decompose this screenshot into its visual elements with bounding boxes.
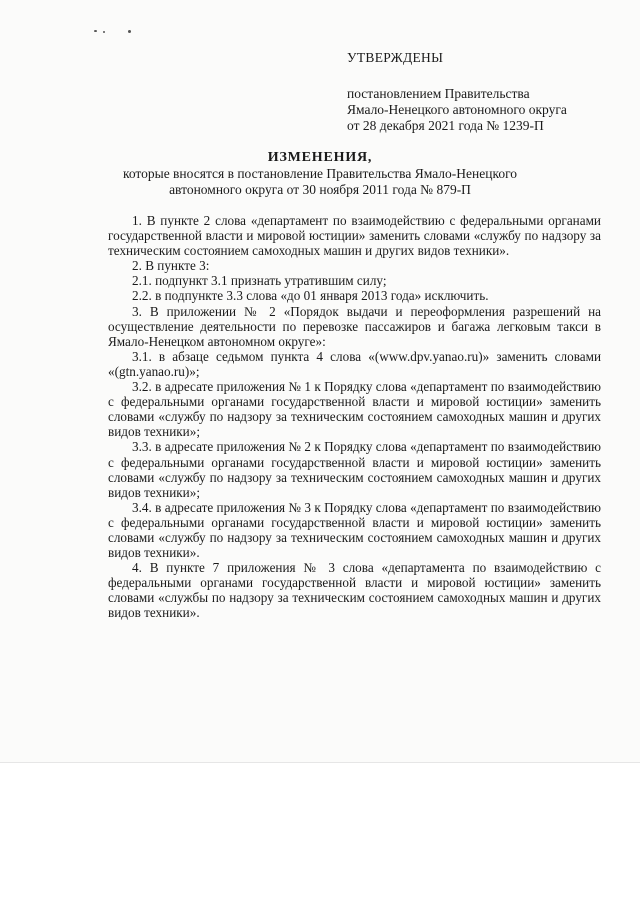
approval-heading: УТВЕРЖДЕНЫ xyxy=(347,50,444,65)
approval-line: от 28 декабря 2021 года № 1239-П xyxy=(347,118,544,133)
scan-speck xyxy=(128,30,131,33)
scan-speck xyxy=(94,30,97,32)
paragraph: 2.1. подпункт 3.1 признать утратившим силу; xyxy=(132,273,387,289)
subtitle-line: которые вносятся в постановление Правительства Ямало-Ненецкого xyxy=(122,166,518,181)
approval-line: Ямало-Ненецкого автономного округа xyxy=(347,102,567,117)
document-title: ИЗМЕНЕНИЯ, xyxy=(267,150,373,165)
subtitle-line: автономного округа от 30 ноября 2011 года № 879-П xyxy=(169,182,471,197)
paragraph: 3.3. в адресате приложения № 2 к Порядку слова «департамент по взаимодействию с федеральными органами государственной власти и мировой юстиции» заменить словами «службу по надзору за техническим состоянием самоходных машин и других видов техники»; xyxy=(108,439,601,500)
paragraph: 3. В приложении № 2 «Порядок выдачи и переоформления разрешений на осуществление деятельности по перевозке пассажиров и багажа легковым такси в Ямало-Ненецком автономном округе»: xyxy=(108,303,601,349)
paragraph: 3.4. в адресате приложения № 3 к Порядку слова «департамент по взаимодействию с федеральными органами государственной власти и мировой юстиции» заменить словами «службу по надзору за техническим состоянием самоходных машин и других видов техники». xyxy=(108,499,601,561)
paragraph: 1. В пункте 2 слова «департамент по взаимодействию с федеральными органами государственной власти и мировой юстиции» заменить словами «службу по надзору за техническим состоянием самоходных машин и других видов техники». xyxy=(108,213,601,259)
scan-speck xyxy=(103,31,105,33)
paragraph: 3.1. в абзаце седьмом пункта 4 слова «(www.dpv.yanao.ru)» заменить словами «(gtn.yanao.ru)»; xyxy=(108,348,601,379)
approval-line: постановлением Правительства xyxy=(347,86,530,101)
paragraph: 2. В пункте 3: xyxy=(132,258,210,274)
paragraph: 3.2. в адресате приложения № 1 к Порядку слова «департамент по взаимодействию с федеральными органами государственной власти и мировой юстиции» заменить словами «службу по надзору за техническим состоянием самоходных машин и других видов техники»; xyxy=(108,379,601,440)
approval-block xyxy=(347,50,567,134)
paragraph: 2.2. в подпункте 3.3 слова «до 01 января 2013 года» исключить. xyxy=(132,288,489,304)
document-body xyxy=(108,213,601,621)
document-subtitle xyxy=(0,166,640,198)
paragraph: 4. В пункте 7 приложения № 3 слова «департамента по взаимодействию с федеральными органами государственной власти и мировой юстиции» заменить словами «службы по надзору за техническим состоянием самоходных машин и других видов техники». xyxy=(108,560,601,621)
